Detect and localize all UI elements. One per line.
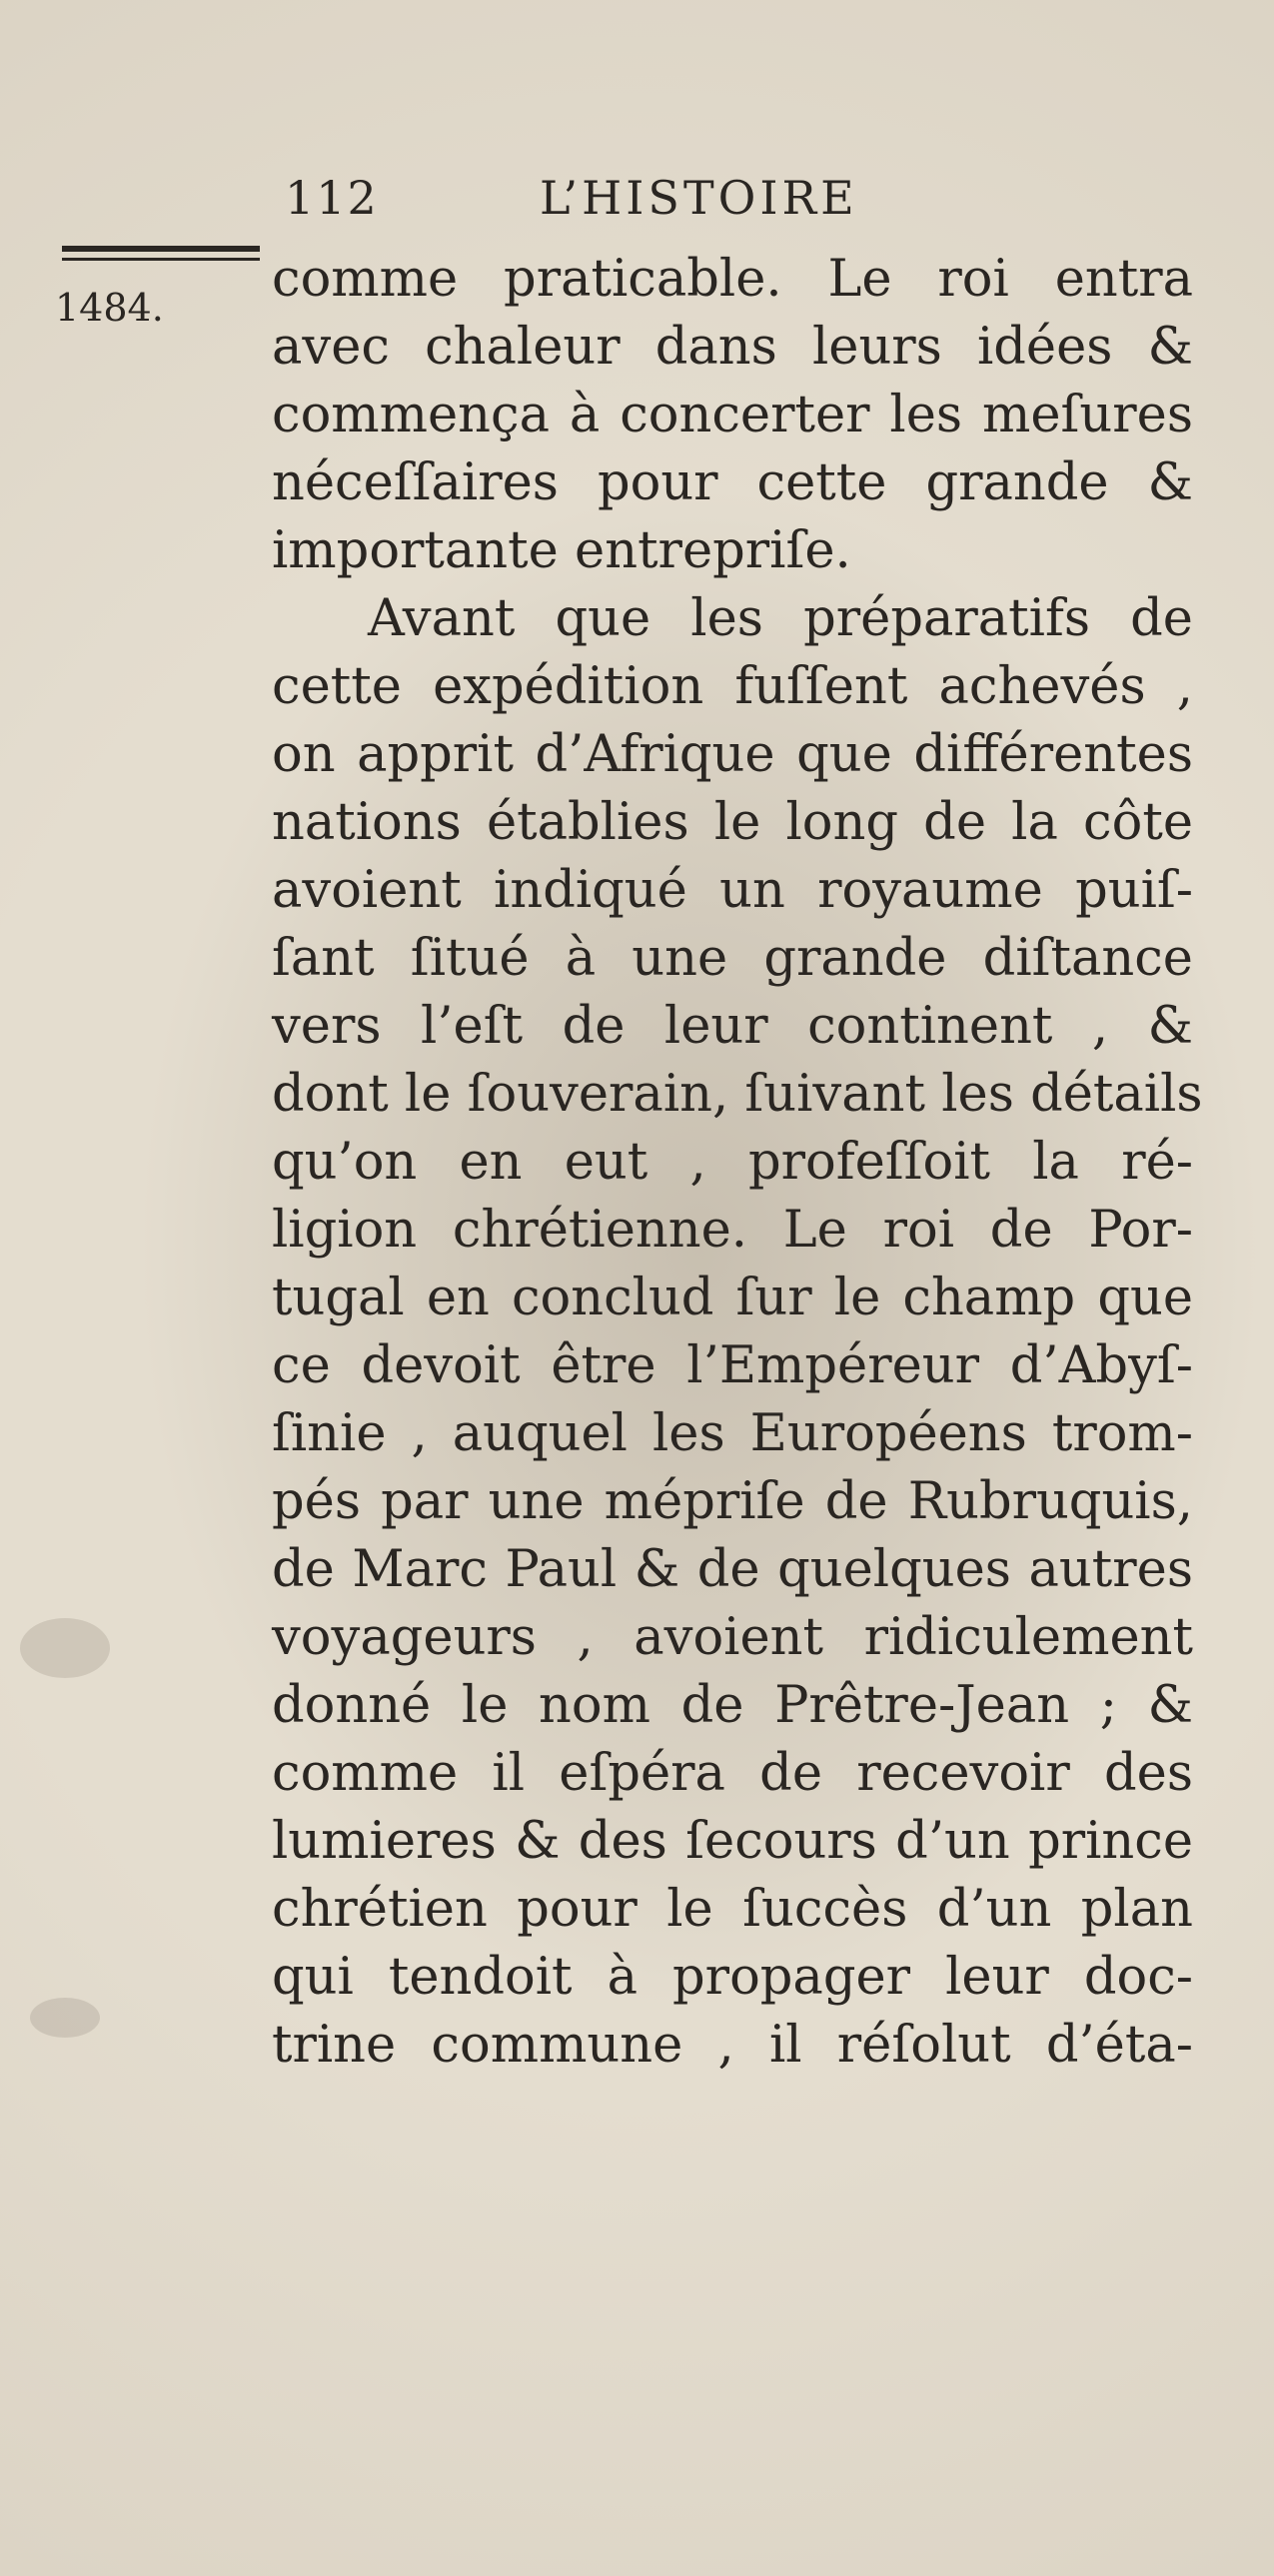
text-line: de Marc Paul & de quelques autres <box>272 1540 1193 1599</box>
text-line: on apprit d’Afrique que différentes <box>272 725 1193 784</box>
body-text <box>272 246 1203 2080</box>
text-line: néceſſaires pour cette grande & <box>272 453 1193 512</box>
text-line: pés par une mépriſe de Rubruquis, <box>272 1472 1193 1531</box>
running-title: L’HISTOIRE <box>540 171 858 225</box>
text-line: chrétien pour le ſuccès d’un plan <box>272 1880 1193 1939</box>
text-line: vers l’eſt de leur continent , & <box>272 997 1193 1056</box>
text-line: trine commune , il réſolut d’éta- <box>272 2016 1193 2075</box>
text-line: importante entrepriſe. <box>272 521 851 580</box>
text-line: qu’on en eut , profeſſoit la ré- <box>272 1133 1193 1192</box>
text-line: tugal en conclud ſur le champ que <box>272 1269 1193 1327</box>
text-line: comme il eſpéra de recevoir des <box>272 1744 1193 1803</box>
text-line: Avant que les préparatifs de <box>368 589 1193 648</box>
text-line: qui tendoit à propager leur doc- <box>272 1948 1193 2007</box>
margin-year-note: 1484. <box>55 286 164 330</box>
text-line: ſinie , auquel les Européens trom- <box>272 1404 1193 1463</box>
text-line: dont le ſouverain, ſuivant les détails <box>272 1065 1203 1124</box>
text-line: avec chaleur dans leurs idées & <box>272 318 1193 377</box>
header-rule <box>62 258 260 261</box>
text-line: donné le nom de Prêtre-Jean ; & <box>272 1676 1193 1735</box>
text-line: avoient indiqué un royaume puiſ- <box>272 861 1193 920</box>
text-line: ſant ſitué à une grande diſtance <box>272 929 1193 988</box>
header-rule <box>62 246 260 252</box>
text-line: lumieres & des ſecours d’un prince <box>272 1812 1193 1871</box>
text-line: commença à concerter les meſures <box>272 386 1193 444</box>
text-line: ce devoit être l’Empéreur d’Abyſ- <box>272 1336 1193 1395</box>
text-line: voyageurs , avoient ridiculement <box>272 1608 1193 1667</box>
text-line: comme praticable. Le roi entra <box>272 250 1193 309</box>
page-stain <box>30 1998 100 2038</box>
page-number: 112 <box>285 171 379 225</box>
text-line: cette expédition fuſſent achevés , <box>272 657 1193 716</box>
page-stain <box>20 1618 110 1678</box>
running-head <box>285 168 984 228</box>
text-line: nations établies le long de la côte <box>272 793 1193 852</box>
text-line: ligion chrétienne. Le roi de Por- <box>272 1201 1193 1260</box>
